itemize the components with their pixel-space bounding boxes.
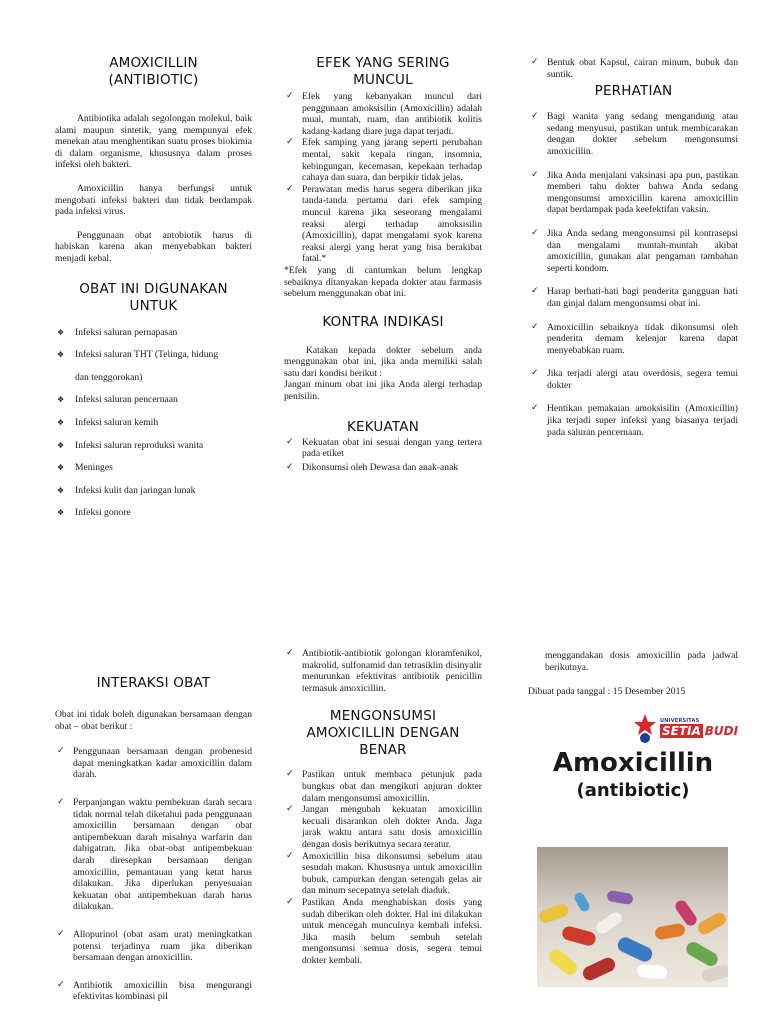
list-item: ✓ Jangan mengubah kekuatan amoxicillin kecuali disarankan oleh dokter Anda. Jaga jarak waktu antara satu dosis amoxicillin dengan dosis berikutnya secara teratur.: [284, 804, 482, 850]
strength-list: [284, 437, 482, 474]
list-item: ✓ Jika Anda sedang mengonsumsi pil kontrasepsi dan mengalami muntah-muntah akibat amoxicillin, gunakan alat pengaman tambahan seperti kondom.: [529, 228, 738, 274]
strength-heading: KEKUATAN: [346, 418, 420, 435]
uses-heading: OBAT INI DIGUNAKAN UNTUK: [79, 280, 228, 314]
continued-text: menggandakan dosis amoxicillin pada jadwal berikutnya.: [545, 650, 738, 673]
list-item: ✓ Bagi wanita yang sedang mengandung atau sedang menyusui, pastikan untuk membicarakan dengan dokter sebelum mengonsumsi amoxicillin.: [529, 111, 738, 157]
list-item: ❖ Infeksi saluran reproduksi wanita: [55, 440, 252, 452]
list-item: ❖ Infeksi saluran THT (Telinga, hidung: [55, 349, 252, 361]
list-item: ✓ Allopurinol (obat asam urat) meningkatkan potensi terjadinya ruam jika diberikan bersamaan dengan amoxicillin.: [55, 929, 252, 964]
list-item: ✓ Dikonsumsi oleh Dewasa dan anak-anak: [284, 462, 482, 474]
list-item: ✓ Perawatan medis harus segera diberikan jika tanda-tanda pertama dari efek samping muncul karena jika seseorang mengalami reaksi alergi terhadap amoksisilin (Amoxicillin), dapat mengalami syok karena reaksi alergi yang berat yang bisa berakibat fatal.*: [284, 184, 482, 265]
list-item: ✓ Pastikan Anda menghabiskan dosis yang sudah diberikan oleh dokter. Hal ini dilakukan untuk mencegah munculnya kembali infeksi. Jika masih belum sembuh setelah mengonsumsi semua dosis, segera temui dokter kembali.: [284, 897, 482, 967]
dosage-form: ✓ Bentuk obat Kapsul, cairan minum, bubuk dan suntik.: [529, 57, 738, 80]
uses-list: [55, 327, 252, 519]
list-item: ✓ Amoxicillin bisa dikonsumsi sebelum atau sesudah makan. Khususnya untuk amoxicillin bubuk, campurkan dengan setengah gelas air dan minum secepatnya setelah diaduk.: [284, 851, 482, 897]
dosage-form-list: [529, 57, 738, 80]
university-emblem-icon: [632, 712, 658, 744]
university-logo: [632, 710, 738, 746]
interaction-list: [55, 746, 252, 1003]
interaction-heading: INTERAKSI OBAT: [96, 675, 211, 691]
contraindication-allergy: Jangan minum obat ini jika Anda alergi terhadap penisilin.: [284, 379, 482, 403]
list-item: ✓ Antibiotik amoxicillin bisa mengurangi efektivitas kombinasi pil: [55, 980, 252, 1003]
column-6: [545, 650, 738, 673]
logo-small-text: UNIVERSITAS: [660, 718, 700, 724]
list-item: ✓ Jika terjadi alergi atau overdosis, segera temui dokter: [529, 368, 738, 391]
list-item: ✓ Harap berhati-hati bagi penderita gangguan hati dan ginjal dalam mengonsumsi obat ini.: [529, 286, 738, 309]
cover-subtitle: (antibiotic): [576, 780, 690, 801]
list-item: ❖ Infeksi saluran kemih: [55, 417, 252, 429]
cover-title-block: [533, 748, 733, 801]
list-item: ❖ Infeksi saluran pencernaan: [55, 394, 252, 406]
pills-image: [537, 847, 728, 987]
warnings-list: [529, 111, 738, 438]
effects-list: [284, 91, 482, 265]
column-4: [55, 675, 252, 1003]
warnings-heading: PERHATIAN: [594, 83, 673, 100]
interaction-intro: Obat ini tidak boleh digunakan bersamaan dengan obat – obat berikut :: [55, 709, 252, 732]
list-item: ❖ Infeksi kulit dan jaringan lunak: [55, 485, 252, 497]
usage-paragraph: Penggunaan obat antobiotik harus di habiskan karena akan menyebabkan bakteri menjadi kebal.: [55, 229, 252, 264]
intro-paragraph: Antibiotika adalah segolongan molekul, baik alami maupun sintetik, yang mempunyai efek menekan atau menghentikan suatu proses biokimia di dalam organisme, khususnya dalam proses infeksi oleh bakteri.: [55, 113, 252, 171]
list-item: ✓ Hentikan pemakaian amoksisilin (Amoxicillin) jika terjadi super infeksi yang biasanya terjadi pada saluran pencernaan.: [529, 403, 738, 438]
column-2: [284, 55, 482, 473]
contraindication-heading: KONTRA INDIKASI: [322, 313, 444, 330]
list-item: ❖ Meninges: [55, 462, 252, 474]
usage-heading: MENGONSUMSI AMOXICILLIN DENGAN BENAR: [306, 708, 460, 759]
list-item: ❖ Infeksi saluran pernapasan: [55, 327, 252, 339]
list-item-continuation: dan tenggorokan): [75, 371, 143, 383]
list-item: ✓ Efek samping yang jarang seperti perubahan mental, sakit kepala ringan, insomnia, kebingungan, kecemasan, kepekaan terhadap cahaya dan suara, dan berpikir tidak jelas.: [284, 137, 482, 183]
list-item: ✓ Penggunaan bersamaan dengan probenesid dapat meningkatkan kadar amoxicillin dalam darah.: [55, 746, 252, 781]
list-item: ✓ Antibiotik-antibiotik golongan kloramfenikol, makrolid, sulfonamid dan tetrasiklin disinyalir menurunkan efektivitas antibiotik penicillin termasuk amoxicillin.: [284, 648, 482, 694]
list-item: ✓ Amoxicillin sebaiknya tidak dikonsumsi oleh penderita demam kelenjar karena dapat menyebabkan ruam.: [529, 322, 738, 357]
column-5: [284, 648, 482, 966]
list-item: ✓ Perpanjangan waktu pembekuan darah secara tidak normal telah diketahui pada penggunaan amoxicillin bersamaan dengan obat antipembekuan darah misalnya warfarin dan dabigatran. Jika obat-obat antipembekuan darah diresepkan bersamaan dengan amoxicillin, pemantauan yang ketat harus dilakukan. Jika diperlukan penyesuaian kekuatan obat antipembekuan darah harus dilakukan.: [55, 797, 252, 913]
logo-main-text: SETIA: [662, 724, 701, 738]
list-item: ✓ Jika Anda menjalani vaksinasi apa pun, pastikan memberi tahu dokter bahwa Anda sedang mengonsumsi amoxicillin karena amoxicillin dapat berdampak pada keefektifan vaksin.: [529, 170, 738, 216]
antibiotic-interaction-list: [284, 648, 482, 694]
cover-title: Amoxicillin: [552, 748, 714, 778]
virus-paragraph: Amoxicillin hanya berfungsi untuk mengobati infeksi bakteri dan tidak berdampak pada infeksi virus.: [55, 182, 252, 218]
list-item: ✓ Pastikan untuk membaca petunjuk pada bungkus obat dan mengikuti anjuran dokter dalam mengonsumsi amoxicillin.: [284, 769, 482, 804]
contraindication-text: Katakan kepada dokter sebelum anda menggunakan obat ini, jika anda memiliki salah satu dari kondisi berikut :: [284, 344, 482, 379]
usage-steps-list: [284, 769, 482, 966]
list-item: ✓ Efek yang kebanyakan muncul dari penggunaan amoksisilin (Amoxicillin) adalah mual, muntah, ruam, dan antibiotik kolitis kadang-kadang diare juga dapat terjadi.: [284, 91, 482, 137]
list-item: ✓ Kekuatan obat ini sesuai dengan yang tertera pada etiket: [284, 437, 482, 460]
page-title: AMOXICILLIN: [109, 55, 198, 71]
effects-heading: EFEK YANG SERING MUNCUL: [316, 55, 450, 88]
column-3: [529, 57, 738, 438]
created-date: Dibuat pada tanggal : 15 Desember 2015: [528, 686, 686, 697]
effects-note: *Efek yang di cantumkan belum lengkap sebaiknya ditanyakan kepada dokter atau farmasis sebelum menggunakan obat ini.: [284, 264, 482, 300]
column-1: [55, 55, 252, 519]
logo-second-text: BUDI: [704, 724, 739, 738]
list-item: ❖ Infeksi gonore: [55, 507, 252, 519]
page-subtitle: (ANTIBIOTIC): [108, 72, 199, 88]
